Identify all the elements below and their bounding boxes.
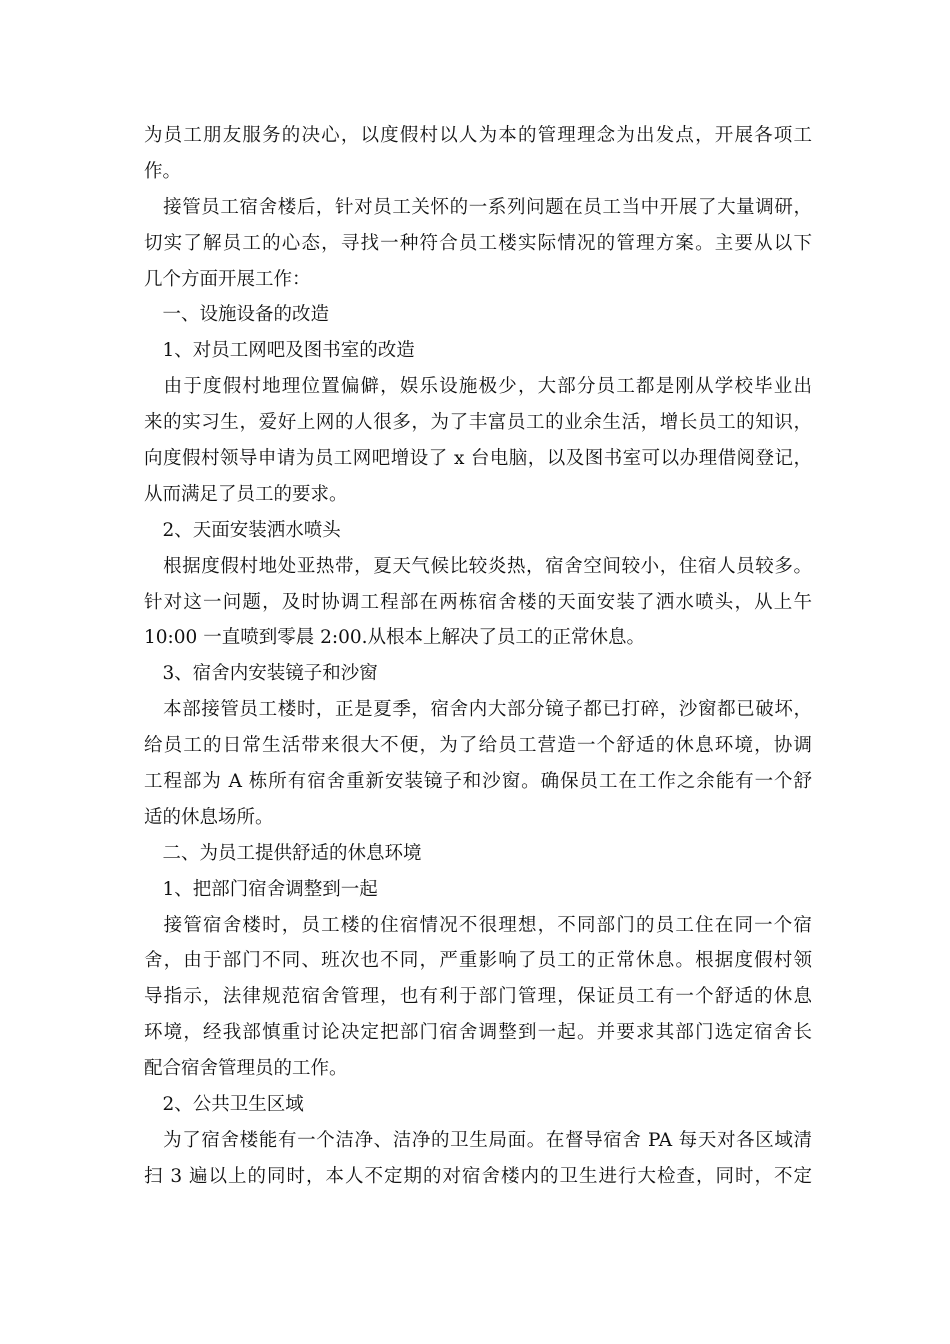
text-line: 舍，由于部门不同、班次也不同，严重影响了员工的正常休息。根据度假村领 [144, 950, 812, 972]
document-page [144, 118, 812, 1195]
text-line: 扫 3 遍以上的同时，本人不定期的对宿舍楼内的卫生进行大检查，同时，不定 [144, 1165, 812, 1187]
text-line: 配合宿舍管理员的工作。 [144, 1058, 348, 1080]
text-line: 从而满足了员工的要求。 [144, 483, 348, 505]
text-line: 为了宿舍楼能有一个洁净、洁净的卫生局面。在督导宿舍 PA 每天对各区域清 [144, 1129, 812, 1151]
text-line: 给员工的日常生活带来很大不便，为了给员工营造一个舒适的休息环境，协调 [144, 735, 812, 757]
text-line: 几个方面开展工作： [144, 268, 311, 290]
text-line: 切实了解员工的心态，寻找一种符合员工楼实际情况的管理方案。主要从以下 [144, 232, 812, 254]
text-line: 本部接管员工楼时，正是夏季，宿舍内大部分镜子都已打碎，沙窗都已破坏， [144, 699, 812, 721]
text-line: 来的实习生，爱好上网的人很多，为了丰富员工的业余生活，增长员工的知识， [144, 412, 812, 434]
text-line: 二、为员工提供舒适的休息环境 [144, 842, 422, 864]
document-body [144, 118, 812, 1195]
text-line: 由于度假村地理位置偏僻，娱乐设施极少，大部分员工都是刚从学校毕业出 [144, 376, 812, 398]
text-line: 导指示，法律规范宿舍管理，也有利于部门管理，保证员工有一个舒适的休息 [144, 986, 812, 1008]
text-line: 环境，经我部慎重讨论决定把部门宿舍调整到一起。并要求其部门选定宿舍长 [144, 1022, 812, 1044]
text-line: 1、对员工网吧及图书室的改造 [144, 340, 415, 362]
text-line: 一、设施设备的改造 [144, 304, 330, 326]
text-line: 接管宿舍楼时，员工楼的住宿情况不很理想，不同部门的员工住在同一个宿 [144, 914, 812, 936]
text-line: 针对这一问题，及时协调工程部在两栋宿舍楼的天面安装了洒水喷头，从上午 [144, 591, 812, 613]
text-line: 为员工朋友服务的决心，以度假村以人为本的管理理念为出发点，开展各项工 [144, 125, 812, 146]
text-line: 向度假村领导申请为员工网吧增设了 x 台电脑，以及图书室可以办理借阅登记， [144, 448, 812, 470]
text-line: 1、把部门宿舍调整到一起 [144, 878, 378, 900]
text-line: 3、宿舍内安装镜子和沙窗 [144, 663, 378, 685]
text-line: 10:00 一直喷到零晨 2:00.从根本上解决了员工的正常休息。 [144, 627, 646, 649]
text-line: 作。 [144, 160, 182, 182]
text-line: 根据度假村地处亚热带，夏天气候比较炎热，宿舍空间较小，住宿人员较多。 [144, 555, 812, 577]
text-line: 适的休息场所。 [144, 806, 274, 828]
text-line: 2、公共卫生区域 [144, 1094, 304, 1116]
text-line: 工程部为 A 栋所有宿舍重新安装镜子和沙窗。确保员工在工作之余能有一个舒 [144, 771, 812, 793]
text-line: 接管员工宿舍楼后，针对员工关怀的一系列问题在员工当中开展了大量调研， [144, 196, 812, 218]
text-line: 2、天面安装洒水喷头 [144, 519, 341, 541]
